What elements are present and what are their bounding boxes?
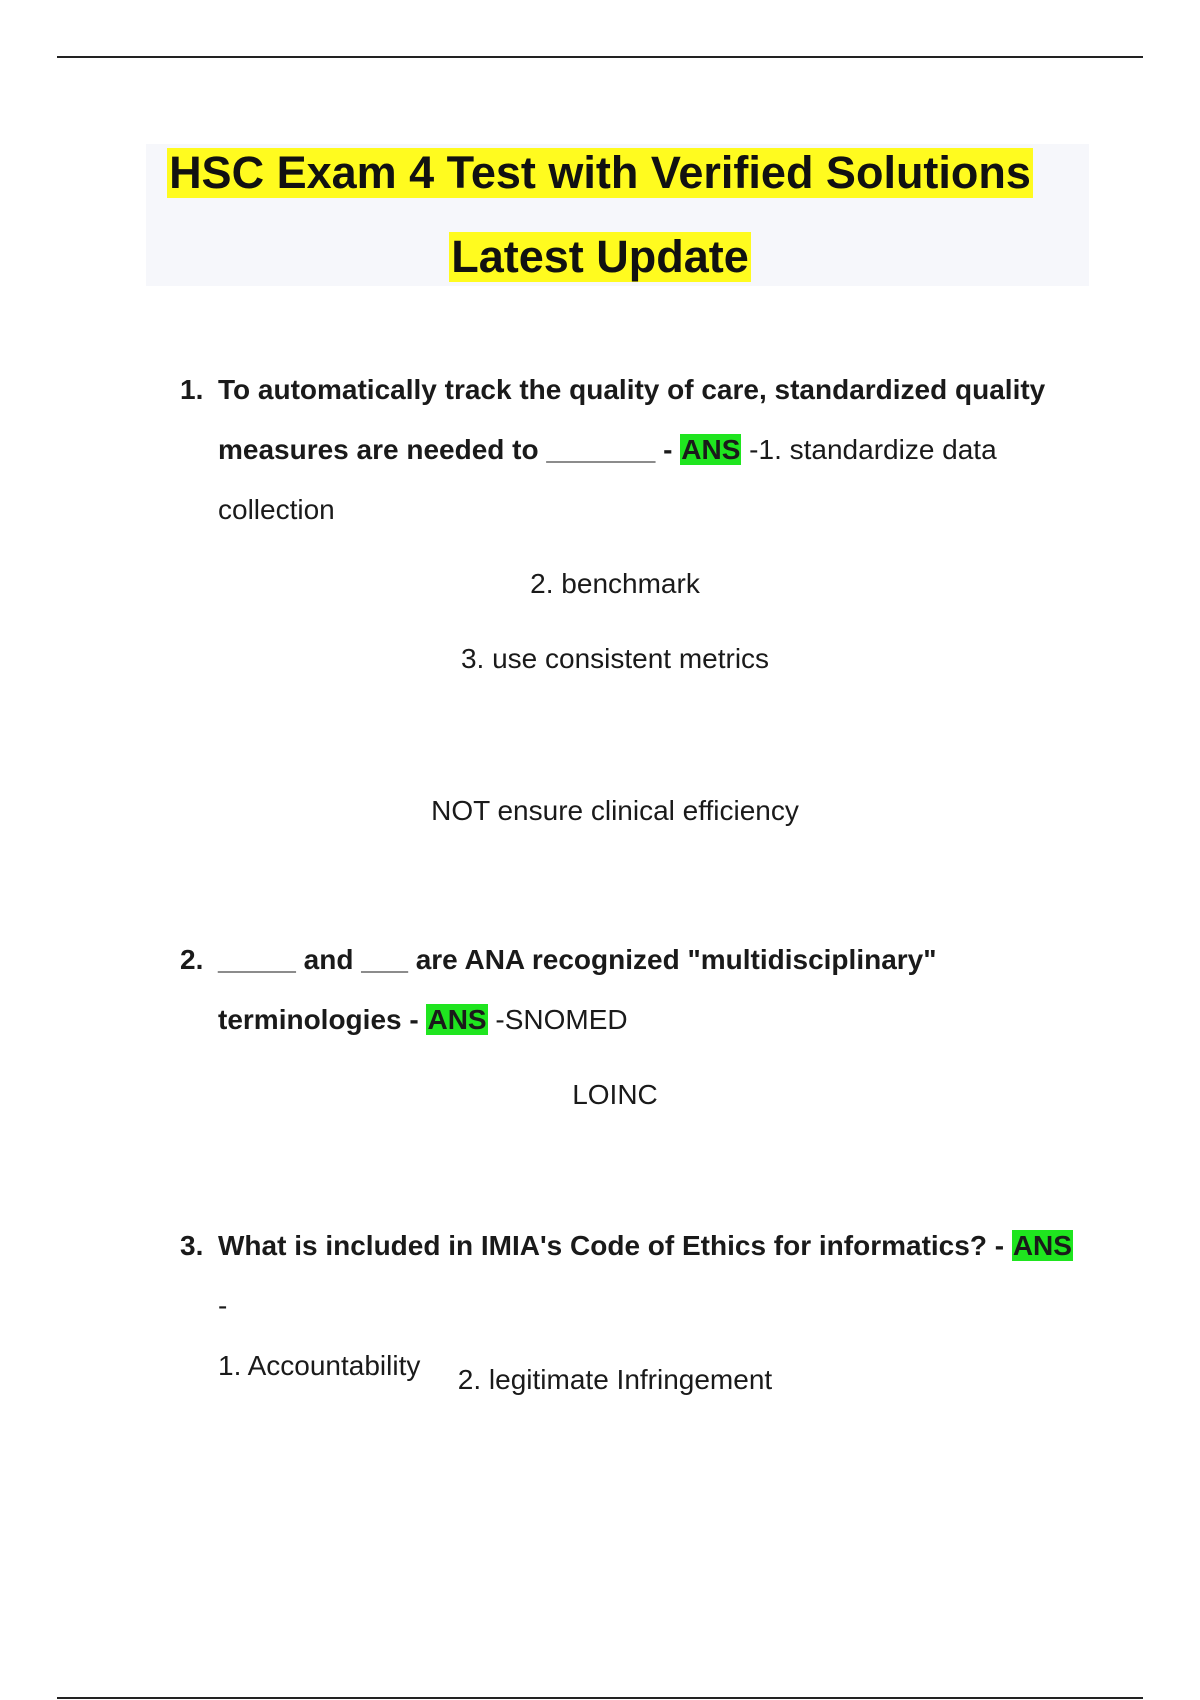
ans-highlight: ANS <box>1012 1230 1072 1261</box>
question-2 <box>180 930 1090 1050</box>
answer-line: 3. use consistent metrics <box>460 643 770 674</box>
top-rule <box>57 56 1143 58</box>
question-number: 3. <box>180 1230 204 1261</box>
question-body <box>218 930 1090 1050</box>
answer-inline-2: 1. Accountability <box>218 1350 421 1381</box>
question-1 <box>180 360 1090 540</box>
question-stem: To automatically track the quality of care, standardized quality measures are needed to _______ - <box>218 374 1046 465</box>
title-line-1-wrap <box>0 148 1200 198</box>
ans-highlight: ANS <box>427 1004 487 1035</box>
question-body <box>218 360 1090 540</box>
question-number: 1. <box>180 374 204 405</box>
question-stem: _____ and ___ are ANA recognized "multidisciplinary" terminologies - <box>218 944 937 1035</box>
document-title-line-1: HSC Exam 4 Test with Verified Solutions <box>169 147 1031 198</box>
answer-line: LOINC <box>572 1079 658 1110</box>
answer-line: 2. benchmark <box>530 568 700 599</box>
title-line-2-wrap <box>0 232 1200 282</box>
bottom-rule <box>57 1697 1143 1699</box>
answer-line: 2. legitimate Infringement <box>457 1364 773 1395</box>
answer-inline: -1. standardize data collection <box>218 434 997 525</box>
question-stem: What is included in IMIA's Code of Ethics for informatics? - <box>218 1230 1005 1261</box>
question-number: 2. <box>180 944 204 975</box>
answer-inline: - <box>218 1290 228 1321</box>
answer-line: NOT ensure clinical efficiency <box>431 795 799 826</box>
document-title-line-2: Latest Update <box>451 231 749 282</box>
answer-inline: -SNOMED <box>495 1004 628 1035</box>
ans-highlight: ANS <box>681 434 741 465</box>
